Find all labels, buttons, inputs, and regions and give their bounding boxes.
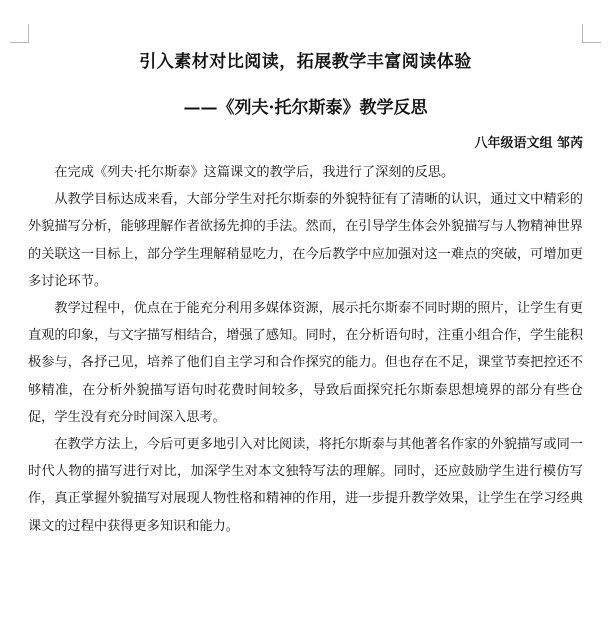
- document-author: 八年级语文组 邹芮: [474, 136, 583, 151]
- paragraph-2: 从教学目标达成来看，大部分学生对托尔斯泰的外貌特征有了清晰的认识，通过文中精彩的外貌描写分析，能够理解作者欲扬先抑的手法。然而，在引导学生体会外貌描写与人物精神世界的关联这一目标上，部分学生理解稍显吃力，在今后教学中应加强对这一难点的突破，可增加更多讨论环节。: [28, 192, 583, 289]
- crop-mark-top-left: [10, 24, 29, 43]
- paragraph-3: 教学过程中，优点在于能充分利用多媒体资源，展示托尔斯泰不同时期的照片，让学生有更直观的印象，与文字描写相结合，增强了感知。同时，在分析语句时，注重小组合作，学生能积极参与，各抒己见，培养了他们自主学习和合作探究的能力。但也存在不足，课堂节奏把控还不够精准，在分析外貌描写语句时花费时间较多，导致后面探究托尔斯泰思想境界的部分有些仓促，学生没有充分时间深入思考。: [28, 301, 583, 425]
- paragraph-1: 在完成《列夫·托尔斯泰》这篇课文的教学后，我进行了深刻的反思。: [54, 165, 455, 180]
- crop-mark-top-right: [582, 24, 601, 43]
- document-title: 引入素材对比阅读，拓展教学丰富阅读体验: [139, 52, 472, 72]
- document-subtitle: ——《列夫·托尔斯泰》教学反思: [183, 98, 428, 118]
- paragraph-4: 在教学方法上，今后可更多地引入对比阅读，将托尔斯泰与其他著名作家的外貌描写或同一时代人物的描写进行对比，加深学生对本文独特写法的理解。同时，还应鼓励学生进行模仿写作，真正掌握外貌描写对展现人物性格和精神的作用，进一步提升教学效果，让学生在学习经典课文的过程中获得更多知识和能力。: [28, 437, 583, 534]
- document-body: [28, 159, 583, 540]
